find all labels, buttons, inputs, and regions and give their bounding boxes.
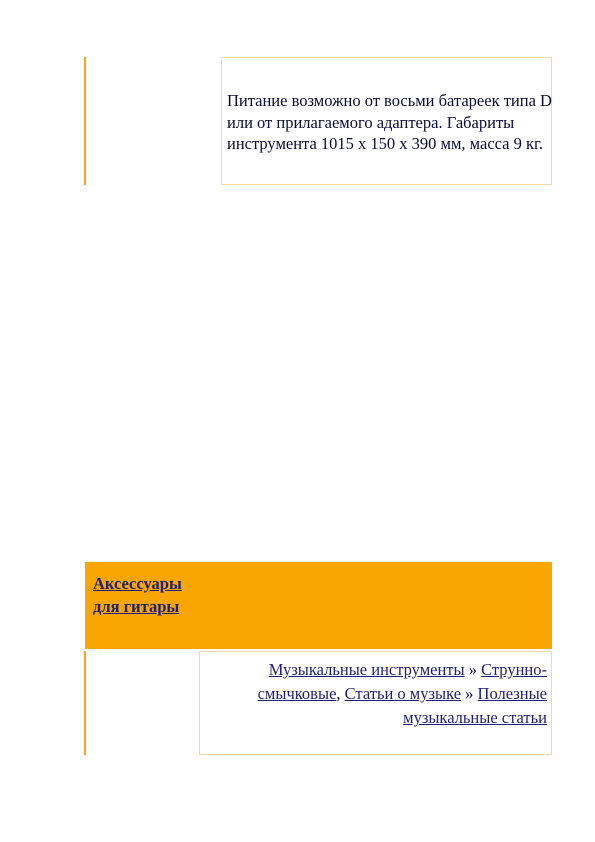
- breadcrumb-link-useful-articles[interactable]: Полезные музыкальные статьи: [403, 684, 547, 727]
- left-accent-line-bottom: [84, 651, 86, 755]
- accessories-link[interactable]: Аксессуары для гитары: [93, 574, 182, 616]
- breadcrumb-separator: ,: [336, 684, 345, 703]
- breadcrumb-separator: »: [464, 660, 482, 679]
- breadcrumb-separator: »: [461, 684, 478, 703]
- description-text: Питание возможно от восьми батареек типа D или от прилагаемого адаптера. Габариты инструмента 1015 х 150 х 390 мм, масса 9 кг.: [227, 91, 552, 153]
- breadcrumb-panel: [199, 651, 552, 755]
- breadcrumb-link-strings[interactable]: Струнно-смычковые: [257, 660, 547, 703]
- category-header-band: [85, 562, 552, 649]
- breadcrumb-link-music-articles[interactable]: Статьи о музыке: [344, 684, 462, 703]
- description-panel: [221, 57, 552, 185]
- breadcrumb: [202, 658, 547, 730]
- breadcrumb-link-instruments[interactable]: Музыкальные инструменты: [268, 660, 465, 679]
- left-accent-line-top: [84, 57, 86, 185]
